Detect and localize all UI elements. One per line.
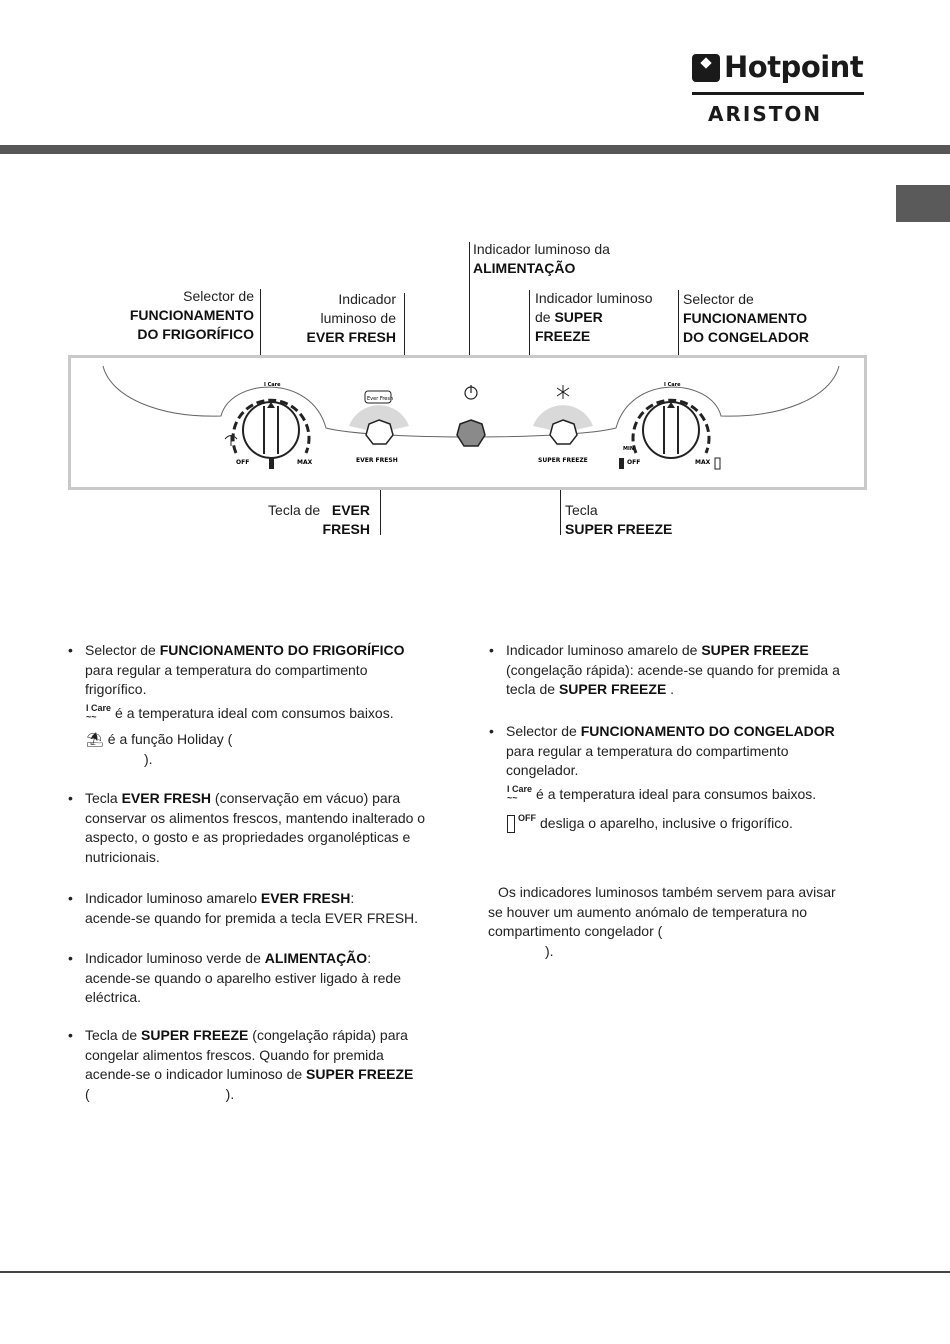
right-b1-line3-pre: tecla de — [506, 681, 559, 697]
left-bullet-5 — [68, 1026, 455, 1104]
right-icare-line — [507, 785, 816, 804]
left-bullet-3 — [68, 889, 455, 928]
label-frig-selector-line3: DO FRIGORÍFICO — [137, 326, 254, 342]
left-b2-line4: nutricionais. — [85, 848, 160, 865]
icare-icon: I Care ~~ — [507, 784, 533, 803]
label-superfreeze-indicator — [535, 289, 653, 346]
label-everfresh-indicator — [270, 290, 396, 347]
left-b5-pre: Tecla de — [85, 1027, 142, 1043]
freezer-max-text: MAX — [695, 459, 711, 466]
right-bullet-1 — [489, 641, 886, 700]
label-frig-selector-line2: FUNCIONAMENTO — [129, 307, 254, 323]
right-b2-icare-text: é a temperatura ideal para consumos baixos. — [536, 786, 817, 802]
right-b1-bold: SUPER FREEZE — [701, 642, 809, 658]
label-alimentacao-line1: Indicador luminoso da — [473, 241, 610, 257]
label-sf-key-line1: Tecla — [565, 502, 598, 518]
label-cong-selector — [683, 290, 809, 347]
superfreeze-key-text: SUPER FREEZE — [538, 457, 588, 464]
label-cong-selector-line1: Selector de — [683, 291, 754, 307]
left-b1-pre: Selector de — [85, 642, 160, 658]
freezer-max-bar-icon — [715, 458, 720, 469]
left-b5-line3-pre: acende-se o indicador luminoso de — [85, 1066, 307, 1082]
left-b2-bold: EVER FRESH — [121, 790, 212, 806]
superfreeze-key-button[interactable] — [550, 420, 577, 444]
right-p-line2: se houver um aumento anómalo de temperatura no — [488, 903, 808, 920]
left-b2-rest: (conservação em vácuo) para — [211, 790, 401, 806]
snowflake-icon — [557, 385, 569, 399]
left-b2-line3: aspecto, o gosto e as propriedades organolépticas e — [85, 829, 411, 845]
left-b3-pre: Indicador luminoso amarelo — [85, 890, 261, 906]
left-bullet-4 — [68, 949, 455, 1008]
left-icare-line — [86, 704, 394, 723]
left-b5-rest: (congelação rápida) para — [248, 1027, 408, 1043]
left-b1-line2: para regular a temperatura do compartimento — [85, 661, 368, 678]
right-p-line1: Os indicadores luminosos também servem para avisar — [498, 884, 836, 900]
label-everfresh-ind-line3: EVER FRESH — [306, 329, 396, 345]
label-alimentacao-line2: ALIMENTAÇÃO — [473, 260, 576, 276]
off-bar-icon — [507, 815, 515, 833]
brand-name: Hotpoint — [724, 50, 864, 84]
everfresh-key-button[interactable] — [366, 420, 393, 444]
left-b4-bold: ALIMENTAÇÃO — [264, 950, 368, 966]
header-bar — [0, 145, 950, 154]
fridge-selector-dial[interactable] — [233, 400, 309, 458]
bullet-dot: • — [68, 1027, 73, 1043]
right-b1-line3-rest: . — [666, 681, 675, 697]
power-indicator-icon — [465, 385, 477, 399]
freezer-min-text: MIN — [623, 446, 635, 452]
label-alimentacao — [473, 240, 610, 278]
label-ef-key-line2: FRESH — [322, 521, 370, 537]
left-b3-bold: EVER FRESH — [260, 890, 351, 906]
left-b1-bold: FUNCIONAMENTO DO FRIGORÍFICO — [159, 642, 405, 658]
right-paragraph — [488, 883, 888, 961]
left-b5-line3-bold: SUPER FREEZE — [306, 1066, 414, 1082]
left-bullet-2 — [68, 789, 455, 867]
left-b1-holiday-text: é a função Holiday ( — [107, 731, 233, 747]
right-p-line4: ). — [545, 942, 554, 959]
freezer-selector-dial[interactable] — [633, 400, 709, 458]
bullet-dot: • — [489, 723, 494, 739]
freezer-icare-text: I Care — [664, 382, 681, 388]
left-b4-line3: eléctrica. — [85, 989, 142, 1005]
label-ef-key-line1: Tecla de — [268, 502, 321, 518]
right-b2-line2: para regular a temperatura do compartimento — [506, 742, 789, 759]
footer-rule — [0, 1271, 950, 1273]
left-b5-line4-open: ( — [85, 1085, 90, 1102]
label-everfresh-ind-line2: luminoso de — [320, 310, 396, 326]
left-b1-line3: frigorífico. — [85, 681, 147, 697]
right-b1-line3-bold: SUPER FREEZE — [558, 681, 667, 697]
right-b1-pre: Indicador luminoso amarelo de — [506, 642, 702, 658]
label-superfreeze-key — [565, 501, 672, 539]
label-ef-key-line1b: EVER — [331, 502, 370, 518]
label-sf-ind-line2b: SUPER — [554, 309, 603, 325]
left-b4-line2: acende-se quando o aparelho estiver ligado à rede — [85, 969, 402, 986]
left-icare-icon-text: I Care — [86, 703, 112, 713]
right-b2-pre: Selector de — [506, 723, 581, 739]
label-sf-ind-line3: FREEZE — [535, 328, 591, 344]
left-bullet-1 — [68, 641, 445, 700]
left-holiday-close: ). — [144, 751, 153, 767]
freezer-off-bar-icon — [619, 458, 624, 469]
power-indicator-light — [457, 420, 485, 446]
right-bullet-2 — [489, 722, 886, 781]
left-b5-line4-close: ). — [225, 1085, 235, 1102]
icare-icon: I Care ~~ — [86, 703, 112, 722]
bullet-dot: • — [489, 642, 494, 658]
fridge-icare-text: I Care — [264, 382, 281, 388]
language-tab — [896, 185, 950, 222]
umbrella-beach-icon — [225, 436, 237, 447]
brand-logo — [690, 50, 868, 130]
right-b1-line2: (congelação rápida): acende-se quando for premida a — [506, 661, 840, 678]
bullet-dot: • — [68, 890, 73, 906]
left-b3-rest: : — [350, 890, 355, 906]
right-icare-icon-text: I Care — [507, 784, 533, 794]
left-b1-icare-text: é a temperatura ideal com consumos baixos. — [115, 705, 394, 721]
label-cong-selector-line3: DO CONGELADOR — [683, 329, 809, 345]
right-b2-off-text: desliga o aparelho, inclusive o frigorífico. — [540, 815, 793, 831]
right-b2-line3: congelador. — [506, 762, 579, 778]
label-sf-ind-line2a: de — [535, 309, 555, 325]
left-b5-line2: congelar alimentos frescos. Quando for premida — [85, 1046, 384, 1063]
fridge-max-text: MAX — [297, 459, 313, 466]
control-panel — [68, 355, 867, 490]
logo-divider — [692, 92, 864, 95]
left-b2-line2: conservar os alimentos frescos, mantendo inalterado o — [85, 809, 426, 826]
vacuum-badge-text: Ever Fresh — [367, 396, 394, 402]
everfresh-key-text: EVER FRESH — [356, 457, 398, 464]
fridge-off-text: OFF — [236, 459, 250, 466]
bullet-dot: • — [68, 642, 73, 658]
right-off-line — [507, 814, 793, 833]
freezer-off-text: OFF — [627, 459, 641, 466]
left-b4-rest: : — [367, 950, 372, 966]
fridge-off-bar-icon — [269, 458, 274, 469]
left-b3-line2: acende-se quando for premida a tecla EVER FRESH. — [85, 909, 419, 926]
umbrella-beach-icon: ⛱ — [86, 731, 104, 747]
left-holiday-line — [86, 730, 232, 749]
right-p-line3: compartimento congelador ( — [488, 923, 663, 939]
label-frig-selector-line1: Selector de — [183, 288, 254, 304]
label-sf-key-line2: SUPER FREEZE — [565, 521, 673, 537]
off-icon-text: OFF — [518, 813, 536, 823]
left-b2-pre: Tecla — [85, 790, 122, 806]
label-everfresh-ind-line1: Indicador — [338, 291, 396, 307]
bullet-dot: • — [68, 950, 73, 966]
label-frig-selector — [100, 287, 254, 344]
left-b5-bold: SUPER FREEZE — [141, 1027, 249, 1043]
sub-brand-name: ARISTON — [708, 102, 823, 126]
bullet-dot: • — [68, 790, 73, 806]
right-b2-bold: FUNCIONAMENTO DO CONGELADOR — [580, 723, 835, 739]
hotpoint-square-logo-icon — [692, 54, 720, 82]
label-everfresh-key — [240, 501, 370, 539]
left-b4-pre: Indicador luminoso verde de — [85, 950, 265, 966]
label-sf-ind-line1: Indicador luminoso — [535, 290, 653, 306]
label-cong-selector-line2: FUNCIONAMENTO — [683, 310, 808, 326]
